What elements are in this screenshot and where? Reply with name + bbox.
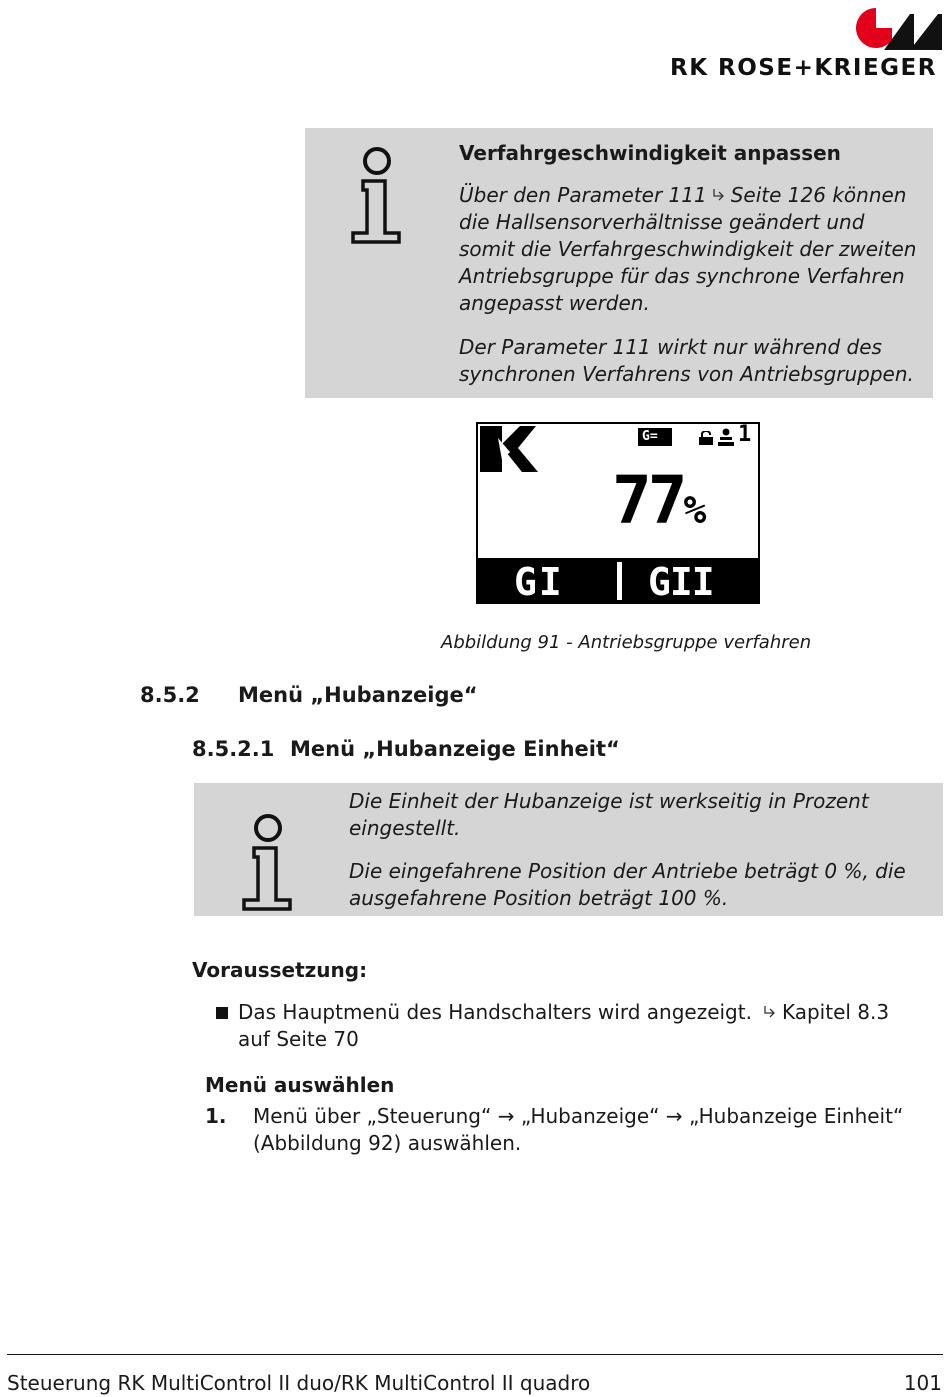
info-line: Die eingefahrene Position der Antriebe beträgt 0 %, die [349,859,906,883]
lcd-status-digit: 1 [738,422,752,447]
cross-reference-arrow-icon [762,1004,778,1020]
info-box-paragraph [459,334,914,388]
info-line: ausgefahrene Position beträgt 100 %. [349,886,729,910]
info-box-title: Verfahrgeschwindigkeit anpassen [459,141,841,165]
company-logo [852,6,944,50]
section-number: 8.5.2 [140,683,200,707]
info-line: synchronen Verfahrens von Antriebsgruppen. [459,362,914,386]
info-line: angepasst werden. [459,291,650,315]
prerequisite-item [238,999,889,1053]
info-icon [240,814,296,912]
footer-rule [7,1354,943,1355]
lcd-unit: % [683,488,707,532]
info-box-paragraph [459,182,916,317]
lcd-percentage-value [612,462,706,539]
lcd-group-status-icon: G= [638,428,672,446]
steps-heading: Menü auswählen [205,1073,395,1097]
chapter-reference-link[interactable]: auf Seite 70 [238,1027,359,1051]
prerequisite-line [238,999,889,1026]
logo-mark-icon [852,6,944,50]
subsection-title: Menü „Hubanzeige Einheit“ [290,737,620,761]
lcd-logo-icon [480,426,542,474]
lcd-group-left-label: GI [514,560,564,604]
lcd-value: 77 [612,462,684,539]
subsection-number: 8.5.2.1 [192,737,275,761]
section-heading [140,683,478,707]
info-line: Der Parameter 111 wirkt nur während des [459,335,882,359]
bullet-square-icon [216,1007,228,1019]
subsection-heading [192,737,620,761]
lcd-display-figure [476,422,760,604]
prerequisite-label: Voraussetzung: [192,958,368,982]
info-icon [349,147,405,245]
info-line: somit die Verfahrgeschwindigkeit der zweiten [459,237,917,261]
step-line: Menü über „Steuerung“ → „Hubanzeige“ → „Hubanzeige Einheit“ [253,1104,904,1128]
chapter-reference-link[interactable]: Kapitel 8.3 [781,1000,890,1024]
page-reference-link[interactable]: Seite 126 können [730,183,907,207]
info-line: Die Einheit der Hubanzeige ist werkseitig in Prozent [349,789,869,813]
step-line: (Abbildung 92) auswählen. [253,1131,522,1155]
lcd-group-right-label: GII [648,560,714,604]
page-number: 101 [903,1371,942,1395]
footer-title: Steuerung RK MultiControl II duo/RK MultiControl II quadro [7,1371,591,1395]
logo-wordmark: RK ROSE+KRIEGER [670,55,937,81]
info-text: Über den Parameter 111 [459,183,707,207]
figure-caption: Abbildung 91 - Antriebsgruppe verfahren [441,632,812,653]
lcd-user-icon [718,428,734,446]
info-box-paragraph [349,788,869,842]
info-line: die Hallsensorverhältnisse geändert und [459,210,865,234]
lcd-group-bar [478,558,758,604]
info-line: Antriebsgruppe für das synchrone Verfahren [459,264,905,288]
info-box-paragraph [349,858,906,912]
step-text [253,1103,903,1157]
section-title: Menü „Hubanzeige“ [238,683,478,707]
prerequisite-text: Das Hauptmenü des Handschalters wird angezeigt. [238,1000,752,1024]
lcd-lock-icon [698,430,714,444]
info-line [459,182,916,209]
cross-reference-arrow-icon [711,187,727,203]
info-line: eingestellt. [349,816,461,840]
step-number: 1. [205,1104,227,1128]
lcd-separator [617,562,622,600]
